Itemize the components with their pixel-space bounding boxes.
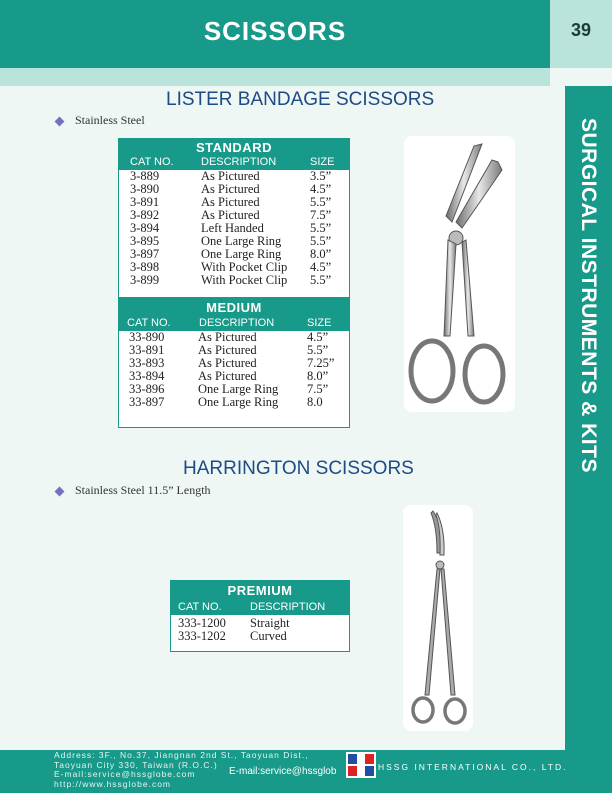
cell-cat: 33-894	[129, 369, 165, 383]
cell-cat: 33-893	[129, 356, 165, 370]
col-cat-no: CAT NO.	[130, 156, 174, 168]
cell-desc: As Pictured	[201, 182, 260, 196]
email-link[interactable]: E-mail:service@hssglobe.com	[54, 769, 196, 779]
table-row	[119, 274, 349, 287]
bullet-diamond-icon	[55, 486, 65, 496]
footer-email[interactable]: E-mail:service@hssglob	[229, 766, 337, 777]
standard-table	[118, 138, 350, 298]
col-cat-no: CAT NO.	[127, 317, 171, 329]
cell-desc: One Large Ring	[201, 247, 282, 261]
lister-scissors-photo	[404, 136, 515, 412]
cell-desc: As Pictured	[198, 369, 257, 383]
cell-cat: 333-1200	[178, 616, 226, 630]
cell-cat: 3-898	[130, 260, 160, 274]
medium-column-headers	[119, 317, 349, 331]
address-line: Taoyuan City 330, Taiwan (R.O.C.)	[54, 759, 218, 770]
premium-rows	[171, 615, 349, 643]
cell-desc: As Pictured	[198, 343, 257, 357]
harrington-scissors-icon	[403, 505, 473, 731]
cell-desc: One Large Ring	[198, 382, 279, 396]
cell-size: 4.5”	[310, 260, 332, 274]
harrington-scissors-photo	[403, 505, 473, 731]
cell-desc: Straight	[250, 616, 290, 630]
cell-cat: 3-894	[130, 221, 160, 235]
cell-cat: 33-890	[129, 330, 165, 344]
lister-title: LISTER BANDAGE SCISSORS	[166, 89, 435, 110]
cell-desc: With Pocket Clip	[201, 273, 288, 287]
page-title: SCISSORS	[203, 16, 347, 46]
page-number: 39	[570, 20, 592, 40]
cell-desc: As Pictured	[201, 208, 260, 222]
lister-bullet-text: Stainless Steel	[75, 113, 145, 127]
hssg-logo-icon	[346, 752, 376, 778]
cell-size: 8.0”	[307, 369, 329, 383]
cell-desc: One Large Ring	[201, 234, 282, 248]
cell-size: 4.5”	[307, 330, 329, 344]
cell-desc: As Pictured	[198, 330, 257, 344]
cell-cat: 3-890	[130, 182, 160, 196]
col-description: DESCRIPTION	[250, 601, 326, 613]
col-size: SIZE	[310, 156, 335, 168]
cell-size: 3.5”	[310, 169, 332, 183]
cell-desc: One Large Ring	[198, 395, 279, 409]
cell-size: 7.5”	[310, 208, 332, 222]
cell-cat: 33-896	[129, 382, 165, 396]
premium-heading: PREMIUM	[171, 581, 349, 601]
bullet-diamond-icon	[55, 116, 65, 126]
medium-table	[118, 298, 350, 428]
harrington-bullet-text: Stainless Steel 11.5” Length	[75, 483, 211, 497]
harrington-bullet	[56, 483, 211, 498]
lister-scissors-icon	[404, 136, 515, 412]
side-label: SURGICAL INSTRUMENTS & KITS	[577, 118, 600, 473]
cell-cat: 3-899	[130, 273, 160, 287]
cell-desc: As Pictured	[201, 169, 260, 183]
cell-size: 5.5”	[307, 343, 329, 357]
cell-desc: As Pictured	[198, 356, 257, 370]
header-subband	[0, 68, 550, 86]
table-row	[119, 396, 349, 409]
lister-bullet	[56, 113, 145, 128]
table-row	[171, 630, 349, 643]
company-logo	[346, 752, 376, 778]
cell-size: 5.5”	[310, 234, 332, 248]
cell-cat: 3-892	[130, 208, 160, 222]
cell-cat: 3-897	[130, 247, 160, 261]
cell-size: 8.0	[307, 395, 323, 409]
standard-rows	[119, 170, 349, 287]
cell-cat: 33-897	[129, 395, 165, 409]
cell-cat: 3-889	[130, 169, 160, 183]
col-description: DESCRIPTION	[201, 156, 277, 168]
cell-desc: As Pictured	[201, 195, 260, 209]
cell-size: 5.5”	[310, 195, 332, 209]
cell-cat: 333-1202	[178, 629, 226, 643]
standard-column-headers	[119, 156, 349, 170]
medium-rows	[119, 331, 349, 409]
cell-desc: Left Handed	[201, 221, 264, 235]
cell-size: 8.0”	[310, 247, 332, 261]
col-size: SIZE	[307, 317, 332, 329]
col-cat-no: CAT NO.	[178, 601, 222, 613]
premium-column-headers	[171, 601, 349, 615]
website-link[interactable]: http://www.hssglobe.com	[54, 778, 172, 789]
premium-table	[170, 580, 350, 652]
cell-size: 5.5”	[310, 221, 332, 235]
col-description: DESCRIPTION	[199, 317, 275, 329]
cell-size: 7.25”	[307, 356, 335, 370]
cell-size: 5.5”	[310, 273, 332, 287]
harrington-title: HARRINGTON SCISSORS	[183, 458, 414, 479]
cell-size: 7.5”	[307, 382, 329, 396]
cell-cat: 3-891	[130, 195, 160, 209]
cell-desc: With Pocket Clip	[201, 260, 288, 274]
company-name: HSSG INTERNATIONAL CO., LTD.	[378, 762, 568, 772]
medium-heading: MEDIUM	[119, 299, 349, 317]
address-line: Address: 3F., No.37, Jiangnan 2nd St., Taoyuan Dist.,	[54, 750, 309, 760]
cell-desc: Curved	[250, 629, 287, 643]
cell-cat: 33-891	[129, 343, 165, 357]
cell-size: 4.5”	[310, 182, 332, 196]
cell-cat: 3-895	[130, 234, 160, 248]
standard-heading: STANDARD	[119, 139, 349, 156]
